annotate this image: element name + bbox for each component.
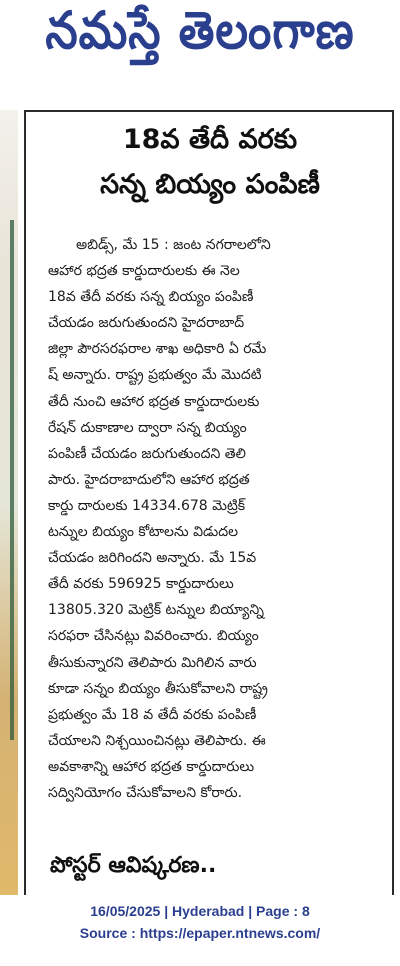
- body-line: చేయాలని నిశ్చయించినట్లు తెలిపారు. ఈ: [48, 732, 266, 749]
- body-line: సరఫరా చేసినట్లు వివరించారు. బియ్యం: [48, 628, 259, 645]
- headline-line-2: సన్న బియ్యం పంపిణీ: [100, 169, 320, 200]
- body-line: 13805.320 మెట్రిక్ టన్నుల బియ్యాన్ని: [48, 602, 264, 619]
- body-line: పారు. హైదరాబాదులోని ఆహార భద్రత: [48, 471, 250, 488]
- body-line: రేషన్ దుకాణాల ద్వారా సన్న బియ్యం: [48, 419, 247, 436]
- body-line: సద్వినియోగం చేసుకోవాలని కోరారు.: [48, 784, 243, 801]
- body-line: కూడా సన్నం బియ్యం తీసుకోవాలని రాష్ట్ర: [48, 680, 268, 697]
- body-line: పంపిణీ చేయడం జరుగుతుందని తెలి: [48, 445, 246, 462]
- body-line: జిల్లా పౌరసరఫరాల శాఖ అధికారి ఏ రమే: [48, 341, 267, 358]
- body-line: అబిడ్స్, మే 15 : జంట నగరాలలోని: [76, 237, 271, 253]
- adjacent-column-strip: [0, 110, 18, 895]
- body-line: అవకాశాన్ని ఆహార భద్రత కార్డుదారులు: [48, 758, 255, 775]
- body-line: తేదీ వరకు 596925 కార్డుదారులు: [48, 576, 234, 593]
- masthead: [0, 0, 400, 74]
- body-line: చేయడం జరిగిందని అన్నారు. మే 15వ: [48, 550, 257, 567]
- body-line: చేయడం జరుగుతుందని హైదరాబాద్: [48, 315, 245, 332]
- body-line: కార్డు దారులకు 14334.678 మెట్రిక్: [48, 497, 246, 514]
- body-line: ష్ అన్నారు. రాష్ట్ర ప్రభుత్వం మే మొదటి: [48, 367, 262, 384]
- body-line: 18వ తేదీ వరకు సన్న బియ్యం పంపిణీ: [48, 289, 254, 306]
- body-line: తీసుకున్నారని తెలిపారు మిగిలిన వారు: [48, 654, 257, 671]
- clip-source: Source : https://epaper.ntnews.com/: [79, 925, 321, 941]
- next-article-subhead: పోస్టర్ ఆవిష్కరణ..: [50, 853, 217, 878]
- article-body: [48, 232, 374, 806]
- body-line: ఆహార భద్రత కార్డుదారులకు ఈ నెల: [48, 263, 240, 280]
- body-line: టన్నుల బియ్యం కోటాలను విడుదల: [48, 524, 239, 541]
- body-line: ప్రభుత్వం మే 18 వ తేదీ వరకు పంపిణీ: [48, 706, 257, 723]
- headline-line-1: 18వ తేదీ వరకు: [122, 124, 298, 155]
- clip-date-edition-page: 16/05/2025 | Hyderabad | Page : 8: [90, 903, 310, 919]
- newspaper-logo: నమస్తే తెలంగాణ: [45, 0, 355, 61]
- body-line: తేదీ నుంచి ఆహార భద్రత కార్డుదారులకు: [48, 393, 260, 410]
